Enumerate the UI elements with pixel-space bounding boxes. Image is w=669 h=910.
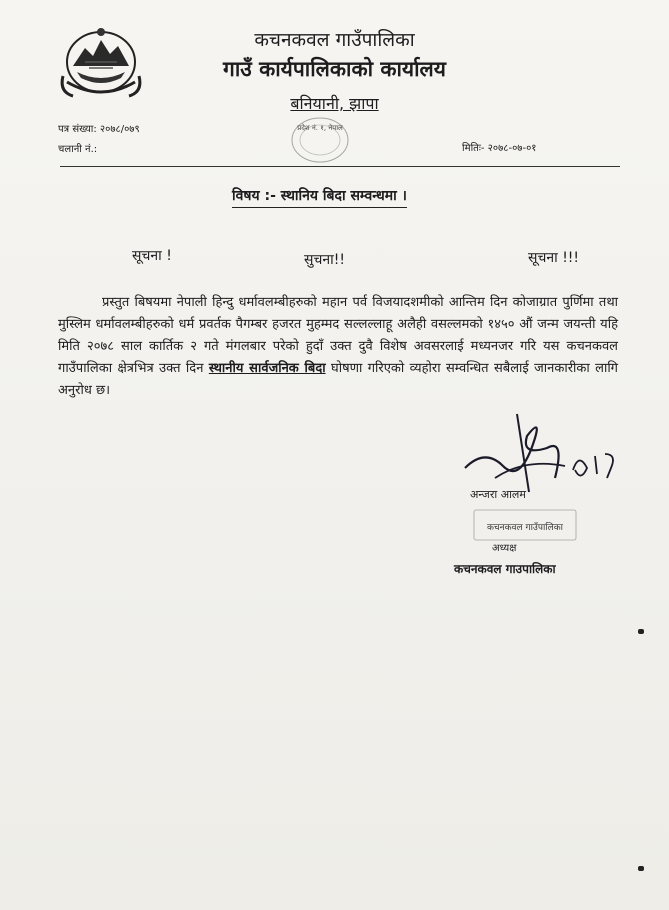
header-divider	[60, 166, 620, 167]
margin-mark	[638, 866, 644, 871]
signatory-designation: अध्यक्ष	[492, 543, 517, 554]
body-text-main: प्रस्तुत बिषयमा नेपाली हिन्दु धर्मावलम्बीहरुको महान पर्व विजयादशमीको आन्तिम दिन कोजाग्रात पुर्णिमा तथा मुस्लिम धर्मावलम्बीहरुको धर्म प्रवर्तक पैगम्बर हजरत मुहम्मद सल्लल्लाहू अलैही वसल्लमको १४५० औं जन्म जयन्ती यहि मिति २०७८ साल कार्तिक २ गते मंगलबार परेको हुदाँ उक्त दुवै विशेष अवसरलाई मध्यनजर गरि यस कचनकवल गाउँपालिका क्षेत्रभित्र उक्त दिन	[58, 295, 618, 376]
signatory-office: कचनकवल गाउपालिका	[454, 562, 556, 576]
signature-stamp-icon	[470, 506, 580, 548]
letter-number: पत्र संख्या: २०७८/०७९	[58, 124, 140, 135]
office-location: बनियानी, झापा	[290, 94, 379, 113]
seal-text: प्रदेश नं. १, नेपाल	[297, 124, 343, 132]
notice-body	[58, 292, 618, 402]
dispatch-number: चलानी नं.:	[58, 144, 98, 155]
notice-label-1: सूचना !	[132, 248, 172, 264]
office-name: गाउँ कार्यपालिकाको कार्यालय	[223, 57, 446, 81]
letter-date: मितिः- २०७८-०७-०१	[462, 143, 537, 154]
office-seal-icon	[275, 108, 365, 168]
stamp-text: कचनकवल गाउँपालिका	[487, 523, 563, 533]
notice-label-2: सुचना!!	[304, 252, 345, 268]
municipality-name: कचनकवल गाउँपालिका	[254, 29, 415, 51]
subject-line: विषय :- स्थानिय बिदा सम्वन्धमा ।	[232, 186, 407, 208]
body-text-end: घोषणा गरिएको व्यहोरा सम्वन्धित सबैलाई जानकारीका लागि अनुरोध छ।	[58, 361, 619, 398]
body-highlight: स्थानीय सार्वजनिक बिदा	[208, 361, 326, 376]
notice-label-3: सूचना !!!	[528, 250, 580, 266]
signatory-name: अन्जरा आलम	[470, 488, 526, 501]
margin-mark	[638, 629, 644, 634]
